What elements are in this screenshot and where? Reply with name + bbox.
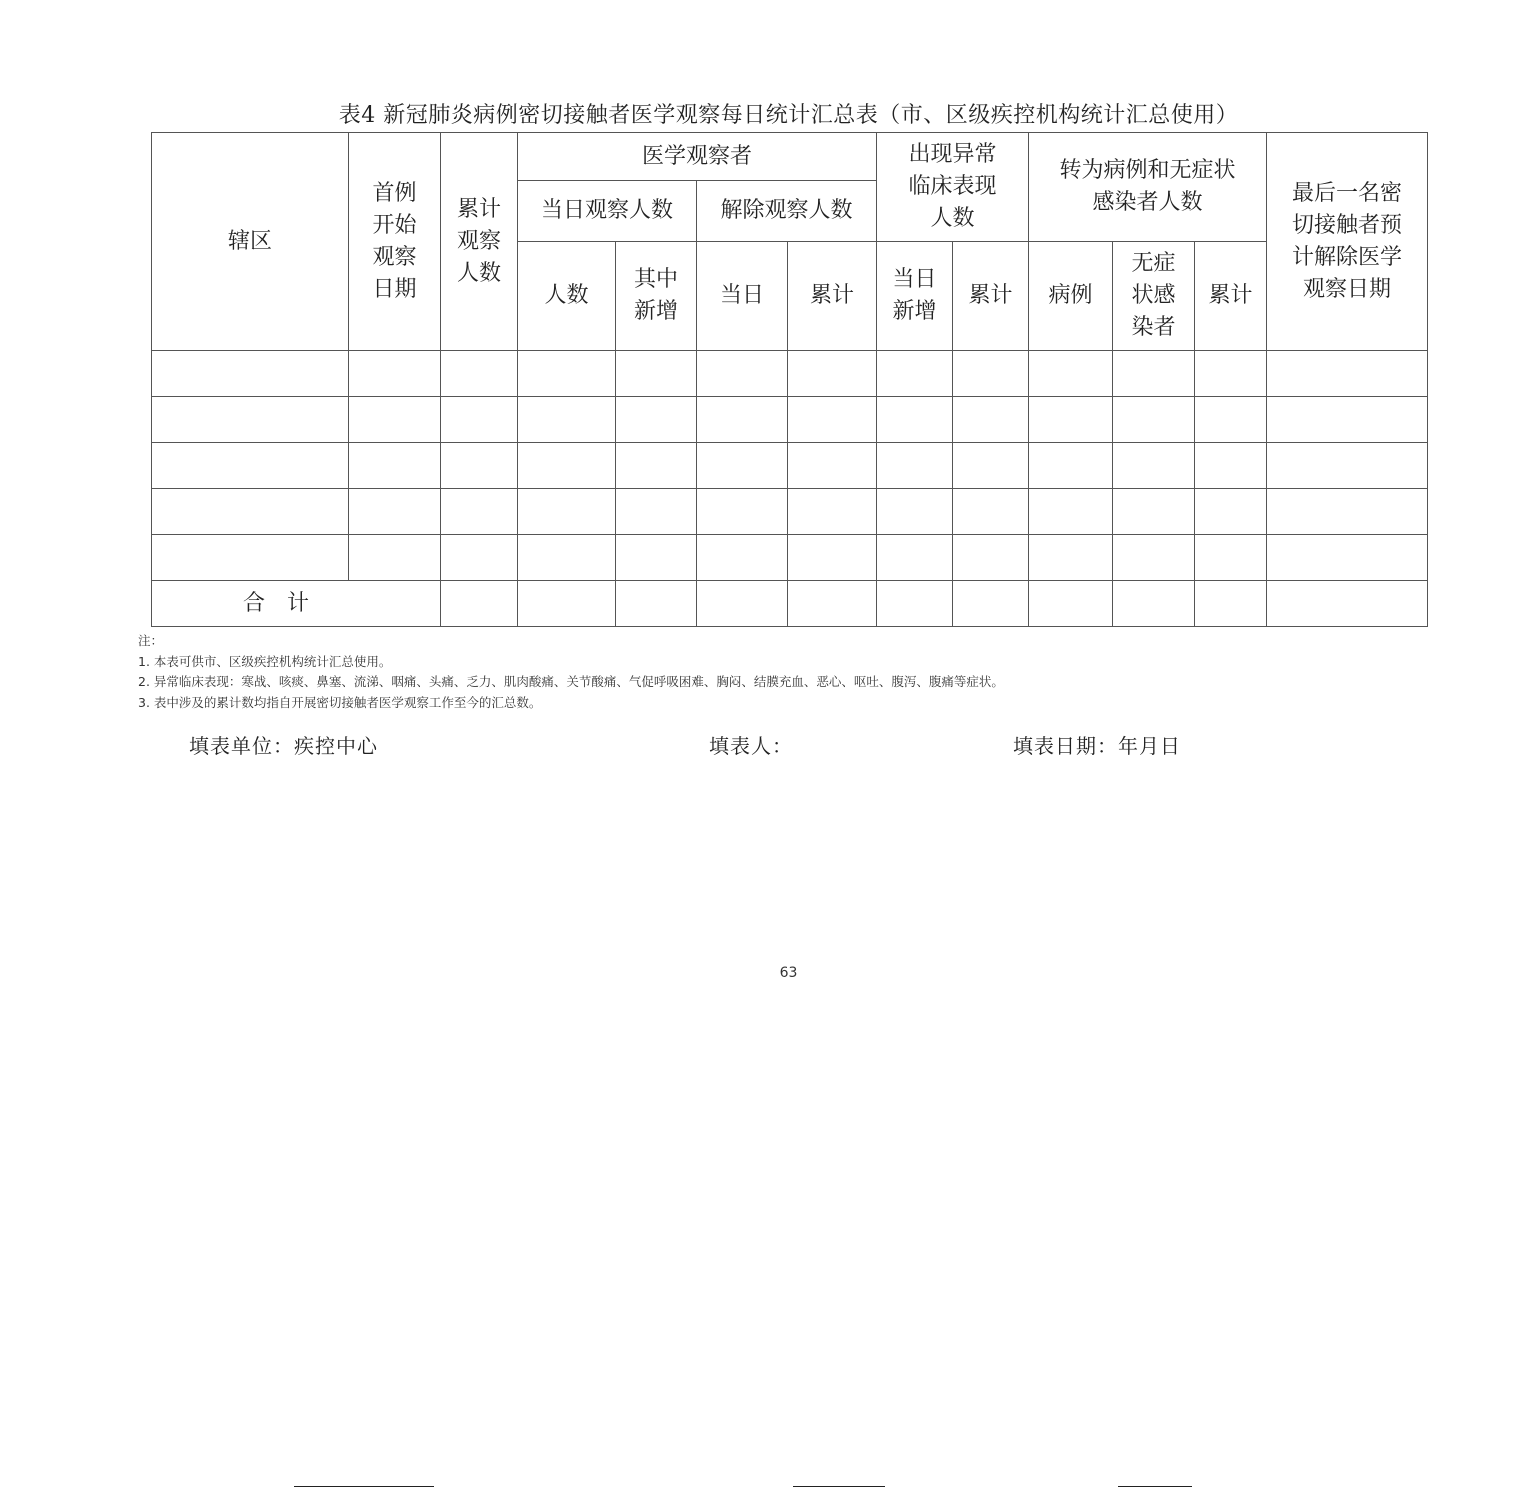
header-total-abnormal: 累计 [953, 242, 1029, 351]
note-heading: 注： [138, 633, 164, 648]
header-day: 当日 [697, 242, 788, 351]
note-item: 3. 表中涉及的累计数均指自开展密切接触者医学观察工作至今的汇总数。 [138, 694, 542, 710]
header-cases: 病例 [1029, 242, 1113, 351]
header-last-date: 最后一名密 切接触者预 计解除医学 观察日期 [1267, 133, 1428, 351]
unit-suffix: 疾控中心 [294, 734, 378, 758]
total-row [152, 581, 1428, 627]
header-today-observed: 当日观察人数 [518, 181, 697, 242]
unit-label: 填表单位： [189, 734, 294, 758]
table-row [152, 397, 1428, 443]
page-number: 63 [779, 965, 798, 981]
note-item: 1. 本表可供市、区级疾控机构统计汇总使用。 [138, 653, 392, 669]
unit-blank[interactable] [294, 1466, 434, 1487]
table-row [152, 489, 1428, 535]
header-new: 其中 新增 [616, 242, 697, 351]
date-field [1013, 733, 1181, 759]
header-first-date: 首例 开始 观察 日期 [349, 133, 441, 351]
day-blank[interactable] [1160, 1466, 1192, 1487]
stats-table [151, 132, 1428, 627]
header-district: 辖区 [152, 133, 349, 351]
date-label: 填表日期： [1013, 734, 1118, 758]
table-row [152, 535, 1428, 581]
header-total-converted: 累计 [1195, 242, 1267, 351]
header-total: 累计 [788, 242, 877, 351]
filler-field [709, 733, 793, 759]
unit-field [189, 733, 378, 759]
header-people: 人数 [518, 242, 616, 351]
header-asymptomatic: 无症 状感 染者 [1113, 242, 1195, 351]
table-row [152, 351, 1428, 397]
table-row [152, 443, 1428, 489]
header-converted-group: 转为病例和无症状 感染者人数 [1029, 133, 1267, 242]
year-label: 年 [1118, 734, 1139, 758]
month-blank[interactable] [1139, 1466, 1151, 1487]
notes [138, 631, 1004, 713]
total-label: 合 计 [152, 581, 441, 627]
month-label: 月 [1139, 734, 1160, 758]
header-observed-group: 医学观察者 [518, 133, 877, 181]
header-cumulative: 累计 观察 人数 [441, 133, 518, 351]
filler-label: 填表人： [709, 734, 793, 758]
filler-blank[interactable] [793, 1466, 885, 1487]
header-released: 解除观察人数 [697, 181, 877, 242]
header-abnormal-group: 出现异常 临床表现 人数 [877, 133, 1029, 242]
header-new-day: 当日 新增 [877, 242, 953, 351]
form-title: 表4 新冠肺炎病例密切接触者医学观察每日统计汇总表（市、区级疾控机构统计汇总使用） [338, 103, 1239, 128]
day-label: 日 [1160, 734, 1181, 758]
note-item: 2. 异常临床表现：寒战、咳痰、鼻塞、流涕、咽痛、头痛、乏力、肌肉酸痛、关节酸痛、气促呼吸困难、胸闷、结膜充血、恶心、呕吐、腹泻、腹痛等症状。 [138, 674, 1004, 689]
